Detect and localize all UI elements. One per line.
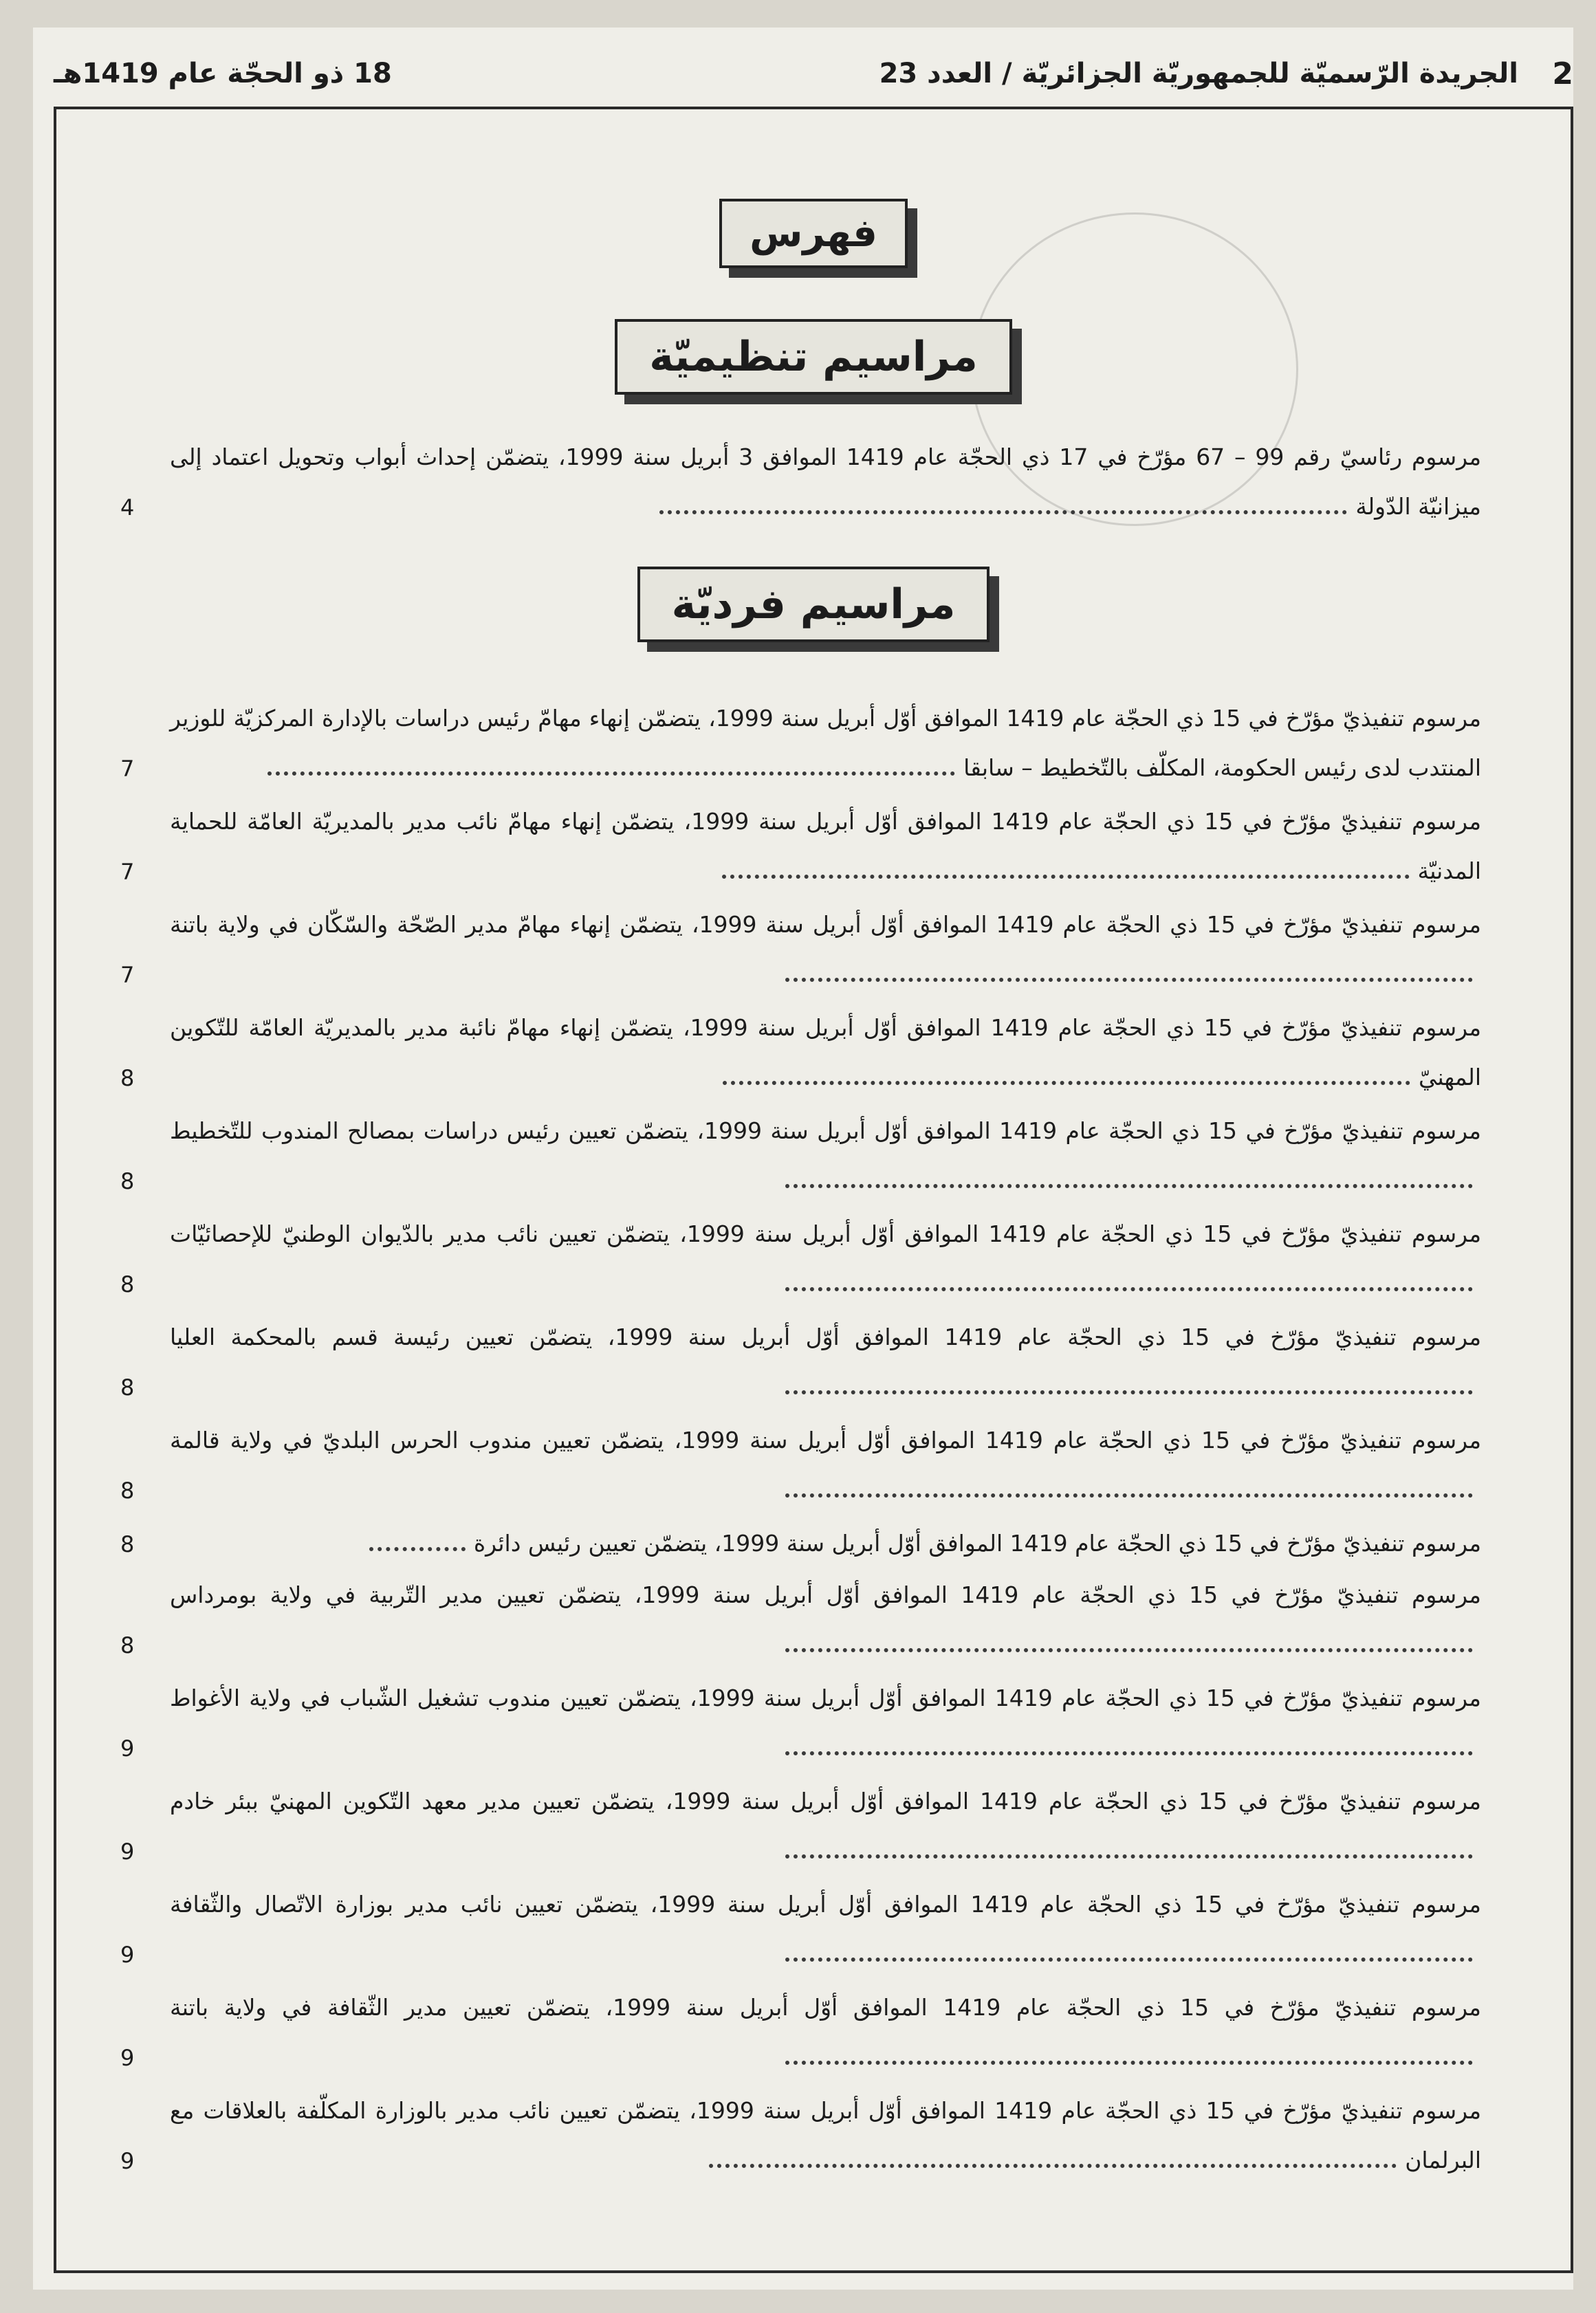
publication-title: الجريدة الرّسميّة للجمهوريّة الجزائريّة / العدد 23: [879, 58, 1518, 89]
toc-entry: مرسوم رئاسيّ رقم 99 – 67 مؤرّخ في 17 ذي الحجّة عام 1419 الموافق 3 أبريل سنة 1999، يتضمّن إحداث أبواب وتحويل اعتماد إلى ميزانيّة الدّولة 4: [120, 443, 1482, 520]
toc-entry: مرسوم تنفيذيّ مؤرّخ في 15 ذي الحجّة عام 1419 الموافق أوّل أبريل سنة 1999، يتضمّن تعيين نائب مدير بالدّيوان الوطنيّ للإحصائيّات 8: [120, 1220, 1481, 1297]
entry-page-number: 9: [120, 1942, 135, 1968]
entry-page-number: 8: [120, 1374, 135, 1401]
entry-page-number: 7: [120, 859, 135, 885]
entry-page-number: 8: [120, 1531, 135, 1557]
section-title-individual: مراسيم فرديّة: [637, 567, 990, 642]
toc-entry: مرسوم تنفيذيّ مؤرّخ في 15 ذي الحجّة عام 1419 الموافق أوّل أبريل سنة 1999، يتضمّن تعيين مندوب تشغيل الشّباب في ولاية الأغواط 9: [120, 1685, 1481, 1762]
toc-entry: مرسوم تنفيذيّ مؤرّخ في 15 ذي الحجّة عام 1419 الموافق أوّل أبريل سنة 1999، يتضمّن إنهاء مهامّ مدير الصّحّة والسّكّان في ولاية باتنة 7: [120, 911, 1481, 988]
toc-entry: مرسوم تنفيذيّ مؤرّخ في 15 ذي الحجّة عام 1419 الموافق أوّل أبريل سنة 1999، يتضمّن تعيين رئيسة قسم بالمحكمة العليا 8: [120, 1324, 1481, 1401]
toc-entry: مرسوم تنفيذيّ مؤرّخ في 15 ذي الحجّة عام 1419 الموافق أوّل أبريل سنة 1999، يتضمّن تعيين مندوب الحرس البلديّ في ولاية قالمة 8: [120, 1427, 1481, 1504]
entry-page-number: 9: [120, 2148, 135, 2174]
index-title: فهرس: [719, 199, 908, 268]
entry-page-number: 8: [120, 1271, 135, 1297]
entry-page-number: 9: [120, 2045, 135, 2071]
entry-page-number: 7: [120, 756, 135, 782]
entry-page-number: 8: [120, 1168, 135, 1194]
content-frame: [54, 107, 1573, 2273]
entry-page-number: 9: [120, 1839, 135, 1865]
toc-entry: مرسوم تنفيذيّ مؤرّخ في 15 ذي الحجّة عام 1419 الموافق أوّل أبريل سنة 1999، يتضمّن تعيين رئيس دائرة 8: [120, 1530, 1481, 1557]
toc-entry: مرسوم تنفيذيّ مؤرّخ في 15 ذي الحجّة عام 1419 الموافق أوّل أبريل سنة 1999، يتضمّن تعيين مدير التّربية في ولاية بومرداس 8: [120, 1581, 1481, 1658]
entry-page-number: 8: [120, 1632, 135, 1658]
journal-page: [33, 28, 1573, 2290]
entry-page-number: 9: [120, 1735, 135, 1762]
page-header: [54, 56, 1573, 109]
toc-entry: مرسوم تنفيذيّ مؤرّخ في 15 ذي الحجّة عام 1419 الموافق أوّل أبريل سنة 1999، يتضمّن تعيين مدير الثّقافة في ولاية باتنة 9: [120, 1994, 1481, 2071]
section-title-regulatory: مراسيم تنظيميّة: [615, 319, 1012, 395]
entry-page-number: 7: [120, 962, 135, 988]
toc-entry: مرسوم تنفيذيّ مؤرّخ في 15 ذي الحجّة عام 1419 الموافق أوّل أبريل سنة 1999، يتضمّن تعيين نائب مدير بوزارة الاتّصال والثّقافة 9: [120, 1891, 1481, 1968]
entry-page-number: 8: [120, 1478, 135, 1504]
toc-entry: مرسوم تنفيذيّ مؤرّخ في 15 ذي الحجّة عام 1419 الموافق أوّل أبريل سنة 1999، يتضمّن تعيين مدير معهد التّكوين المهنيّ ببئر خادم 9: [120, 1788, 1481, 1865]
toc-entry: مرسوم تنفيذيّ مؤرّخ في 15 ذي الحجّة عام 1419 الموافق أوّل أبريل سنة 1999، يتضمّن تعيين نائب مدير بالوزارة المكلّفة بالعلاقات مع البرلمان 9: [120, 2097, 1481, 2174]
entry-page-number: 8: [120, 1065, 135, 1091]
toc-entry: مرسوم تنفيذيّ مؤرّخ في 15 ذي الحجّة عام 1419 الموافق أوّل أبريل سنة 1999، يتضمّن إنهاء مهامّ نائب مدير بالمديريّة العامّة للحماية المدنيّة 7: [120, 808, 1481, 885]
toc-entry: مرسوم تنفيذيّ مؤرّخ في 15 ذي الحجّة عام 1419 الموافق أوّل أبريل سنة 1999، يتضمّن تعيين رئيس دراسات بمصالح المندوب للتّخطيط 8: [120, 1117, 1481, 1194]
toc-entry: مرسوم تنفيذيّ مؤرّخ في 15 ذي الحجّة عام 1419 الموافق أوّل أبريل سنة 1999، يتضمّن إنهاء مهامّ نائبة مدير بالمديريّة العامّة للتّكوين المهنيّ 8: [120, 1014, 1482, 1091]
issue-date: 18 ذو الحجّة عام 1419هـ: [54, 58, 392, 89]
toc-entry: مرسوم تنفيذيّ مؤرّخ في 15 ذي الحجّة عام 1419 الموافق أوّل أبريل سنة 1999، يتضمّن إنهاء مهامّ رئيس دراسات بالإدارة المركزيّة للوزير المنتدب لدى رئيس الحكومة، المكلّف بالتّخطيط – سابقا 7: [120, 705, 1481, 782]
entry-page-number: 4: [120, 494, 135, 520]
page-number: 2: [1552, 56, 1573, 91]
